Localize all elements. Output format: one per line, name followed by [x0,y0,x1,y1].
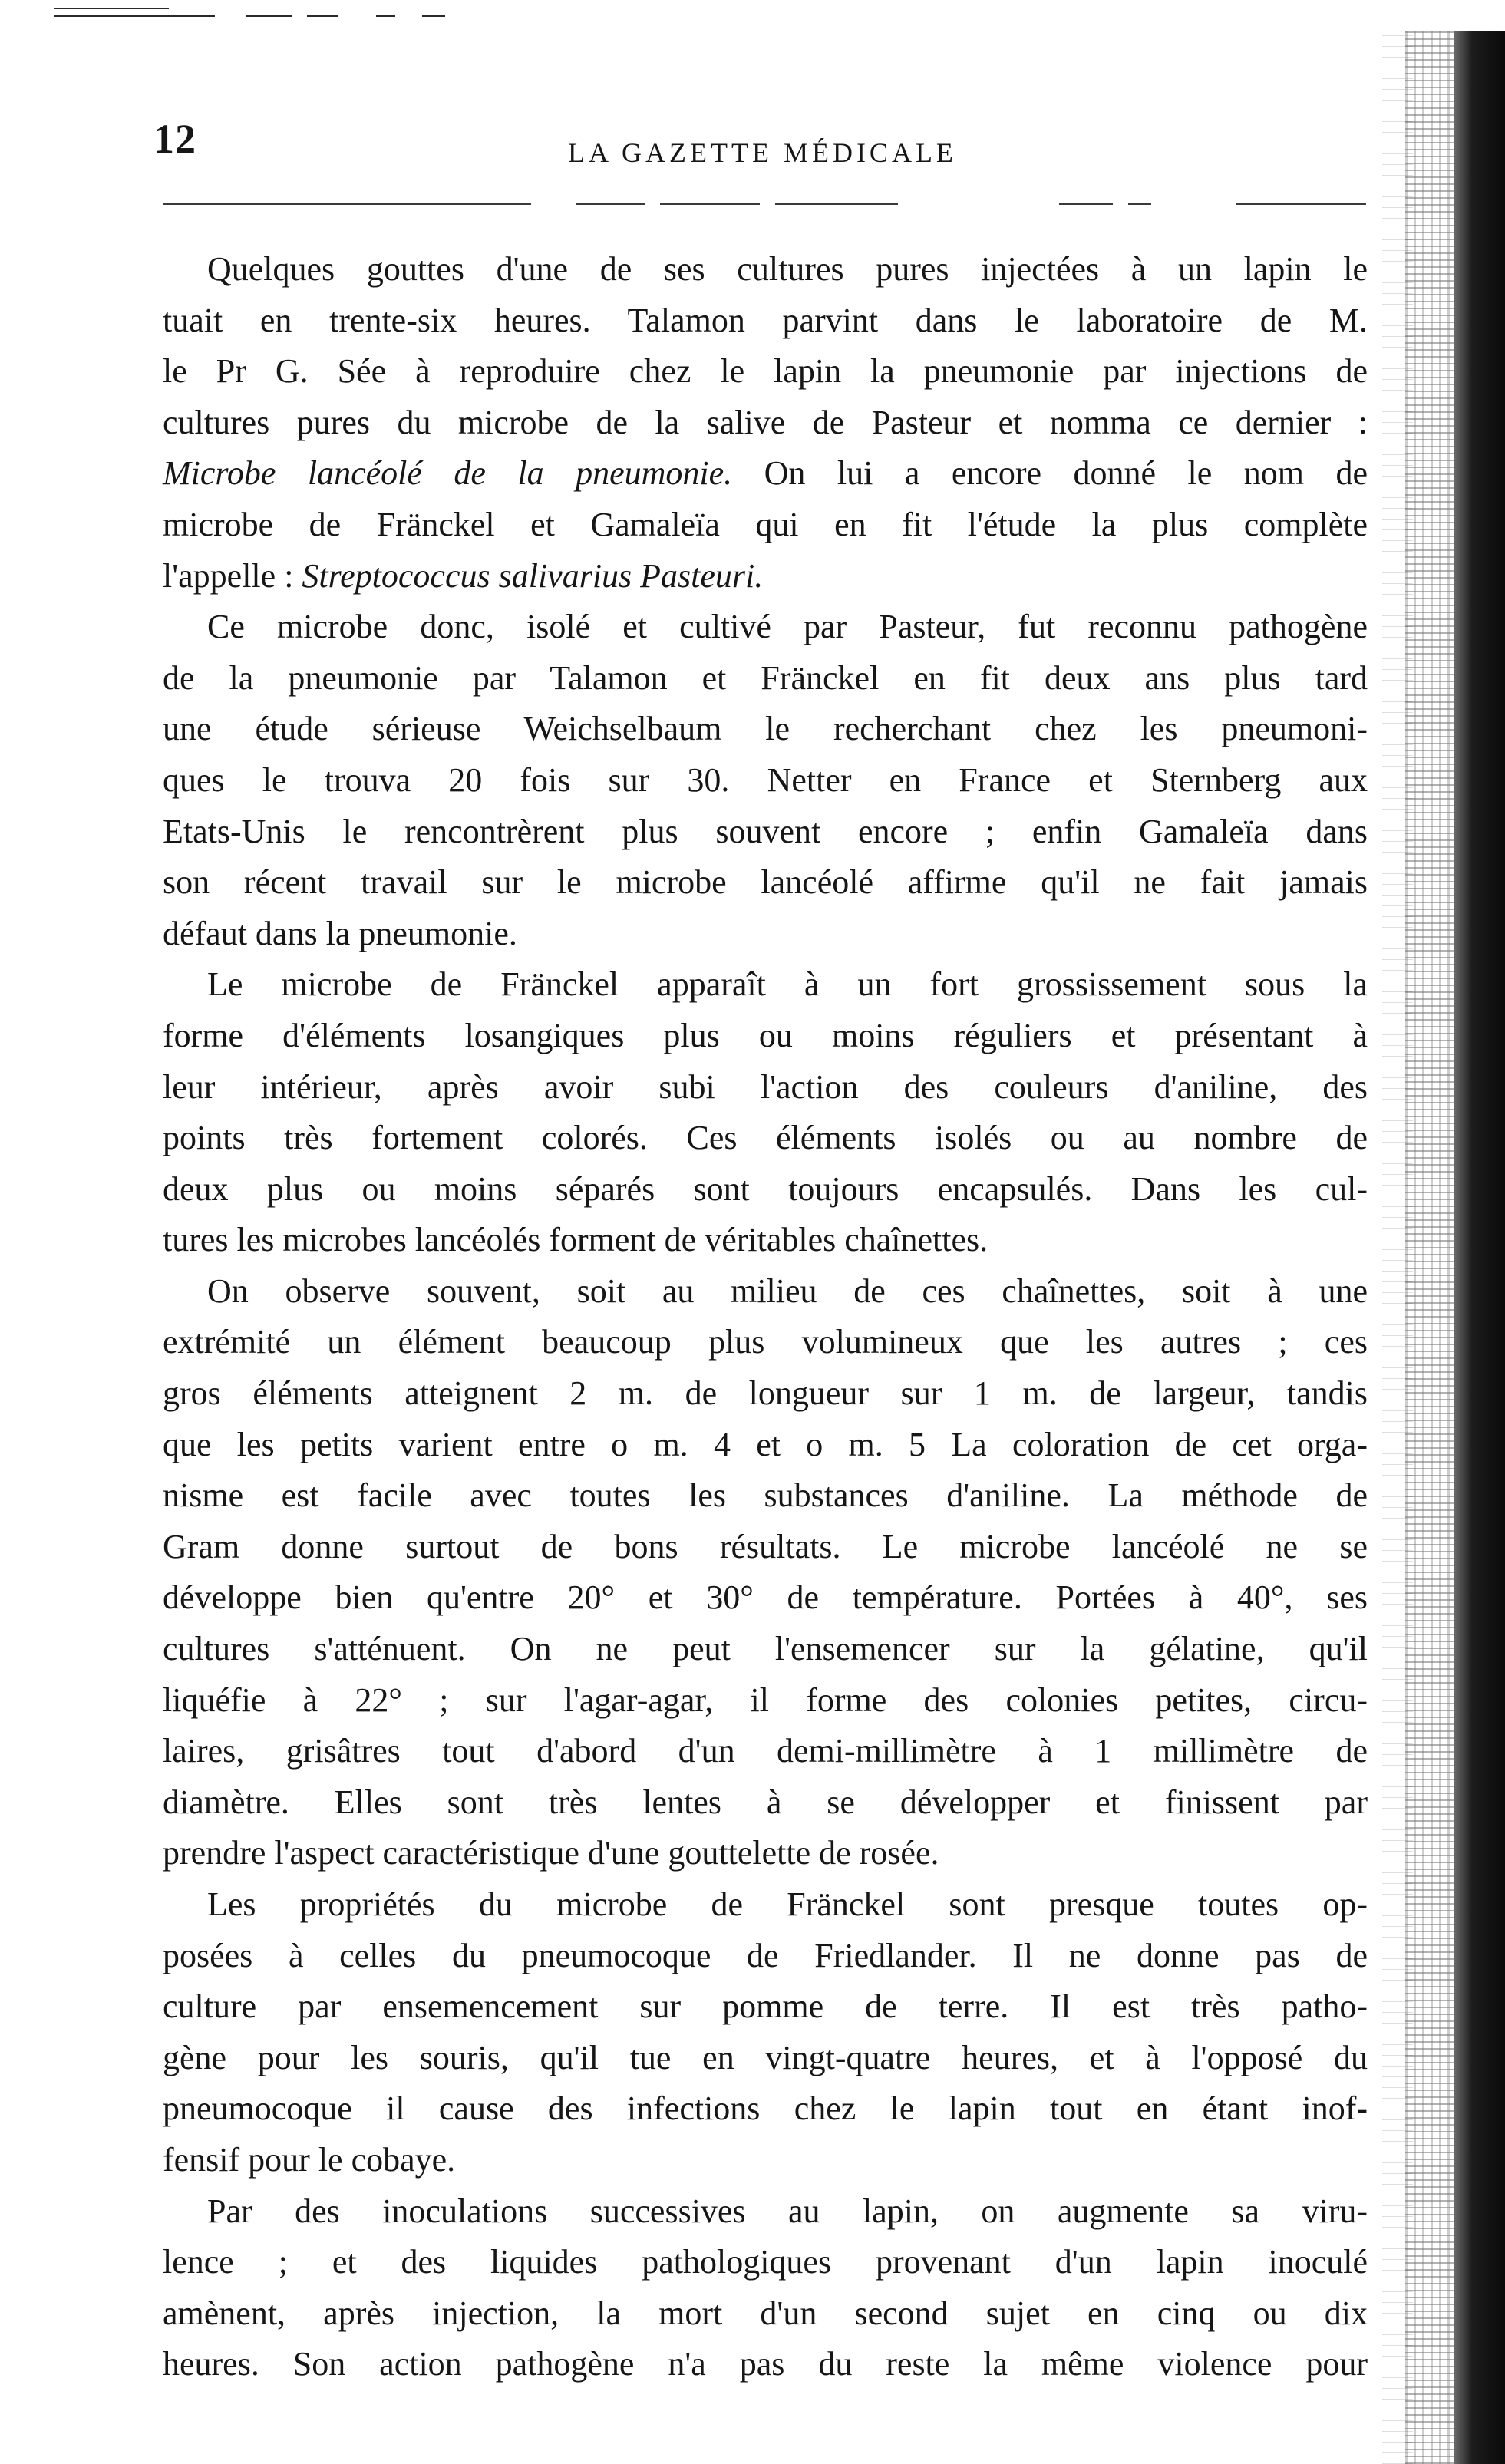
text-line [163,2288,1368,2340]
text-line [163,755,1368,806]
text-run: Par des inoculations successives au lapin, on augmente sa viru- [207,2192,1368,2230]
text-run: défaut dans la pneumonie. [163,914,517,952]
text-run: Gram donne surtout de bons résultats. Le microbe lancéolé ne se [163,1527,1368,1565]
text-run: liquéfie à 22° ; sur l'agar-agar, il forme des colonies petites, circu- [163,1681,1368,1719]
text-run: fensif pour le cobaye. [163,2140,456,2179]
text-run: de la pneumonie par Talamon et Fränckel en fit deux ans plus tard [163,658,1368,697]
text-run: développe bien qu'entre 20° et 30° de température. Portées à 40°, ses [163,1578,1368,1617]
text-line [163,2135,1368,2186]
text-line [163,857,1368,909]
running-title: LA GAZETTE MÉDICALE [568,137,957,168]
text-run: On observe souvent, soit au milieu de ces chaînettes, soit à une [207,1272,1368,1310]
text-run: tures les microbes lancéolés forment de véritables chaînettes. [163,1221,988,1259]
text-line [163,2186,1368,2238]
text-run: lence ; et des liquides pathologiques provenant d'un lapin inoculé [163,2243,1368,2281]
text-run: tuait en trente-six heures. Talamon parvint dans le laboratoire de M. [163,301,1368,339]
text-run: Ce microbe donc, isolé et cultivé par Pasteur, fut reconnu pathogène [207,608,1368,646]
text-line [163,295,1368,347]
text-line [163,2237,1368,2288]
binding-edge-shadow [1389,31,1505,2464]
text-line [163,1062,1368,1113]
text-line [163,704,1368,755]
text-line [163,2339,1368,2390]
text-line [163,1470,1368,1522]
text-line [163,1675,1368,1727]
text-run: cultures pures du microbe de la salive de Pasteur et nomma ce dernier : [163,403,1368,441]
text-line [163,346,1368,397]
text-line [163,1624,1368,1675]
text-line [163,1572,1368,1624]
text-run: ques le trouva 20 fois sur 30. Netter en France et Sternberg aux [163,760,1368,799]
text-line [163,909,1368,960]
text-run: culture par ensemencement sur pomme de terre. Il est très patho- [163,1987,1368,2026]
page-number: 12 [153,116,196,162]
text-run: laires, grisâtres tout d'abord d'un demi-millimètre à 1 millimètre de [163,1732,1368,1770]
text-line [163,1011,1368,1062]
text-run: leur intérieur, après avoir subi l'action des couleurs d'aniline, des [163,1067,1368,1106]
text-run: diamètre. Elles sont très lentes à se développer et finissent par [163,1783,1368,1821]
text-line [163,448,1368,500]
text-line [163,1726,1368,1777]
text-line [163,806,1368,858]
text-run: le Pr G. Sée à reproduire chez le lapin la pneumonie par injections de [163,352,1368,391]
text-line [163,244,1368,295]
text-line [163,1368,1368,1420]
text-run: son récent travail sur le microbe lancéolé affirme qu'il ne fait jamais [163,863,1368,902]
text-run: une étude sérieuse Weichselbaum le recherchant chez les pneumoni- [163,710,1368,748]
text-line [163,1931,1368,1982]
text-line [163,500,1368,551]
body-text [163,244,1368,2390]
text-run: Quelques gouttes d'une de ses cultures pures injectées à un lapin le [207,250,1368,288]
text-run: cultures s'atténuent. On ne peut l'ensemencer sur la gélatine, qu'il [163,1630,1368,1668]
text-run: pneumocoque il cause des infections chez le lapin tout en étant inof- [163,2090,1368,2128]
text-line [163,1420,1368,1471]
text-run: nisme est facile avec toutes les substances d'aniline. La méthode de [163,1476,1368,1515]
text-line [163,653,1368,704]
text-run: heures. Son action pathogène n'a pas du reste la même violence pour [163,2345,1368,2383]
text-line [163,1981,1368,2033]
text-line [163,2083,1368,2135]
text-run: points très fortement colorés. Ces éléments isolés ou au nombre de [163,1119,1368,1157]
text-run: deux plus ou moins séparés sont toujours encapsulés. Dans les cul- [163,1169,1368,1208]
text-line [163,1215,1368,1266]
text-run: microbe de Fränckel et Gamaleïa qui en fit l'étude la plus complète [163,505,1368,543]
text-run: Les propriétés du microbe de Fränckel sont presque toutes op- [207,1885,1368,1923]
text-line [163,551,1368,602]
text-line [163,1164,1368,1216]
text-line [163,1777,1368,1829]
text-run: posées à celles du pneumocoque de Friedlander. Il ne donne pas de [163,1936,1368,1974]
text-run: On lui a encore donné le nom de [732,454,1368,493]
text-line [163,1828,1368,1879]
text-line [163,1266,1368,1318]
text-line [163,1879,1368,1931]
italic-text: Streptococcus salivarius Pasteuri. [302,556,764,595]
text-line [163,1113,1368,1164]
italic-text: Microbe lancéolé de la pneumonie. [163,454,733,493]
text-run: forme d'éléments losangiques plus ou moins réguliers et présentant à [163,1016,1368,1054]
text-line [163,397,1368,449]
text-run: prendre l'aspect caractéristique d'une gouttelette de rosée. [163,1834,939,1872]
text-line [163,1522,1368,1573]
text-line [163,959,1368,1011]
text-run: gros éléments atteignent 2 m. de longueur sur 1 m. de largeur, tandis [163,1374,1368,1413]
text-run: extrémité un élément beaucoup plus volumineux que les autres ; ces [163,1323,1368,1361]
text-run: gène pour les souris, qu'il tue en vingt-quatre heures, et à l'opposé du [163,2038,1368,2076]
text-line [163,602,1368,653]
text-run: amènent, après injection, la mort d'un second sujet en cinq ou dix [163,2294,1368,2332]
text-run: que les petits varient entre o m. 4 et o m. 5 La coloration de cet orga- [163,1425,1368,1463]
text-line [163,1317,1368,1368]
text-run: l'appelle : [163,556,302,595]
text-line [163,2033,1368,2084]
text-run: Etats-Unis le rencontrèrent plus souvent encore ; enfin Gamaleïa dans [163,812,1368,850]
text-run: Le microbe de Fränckel apparaît à un fort grossissement sous la [207,965,1368,1004]
